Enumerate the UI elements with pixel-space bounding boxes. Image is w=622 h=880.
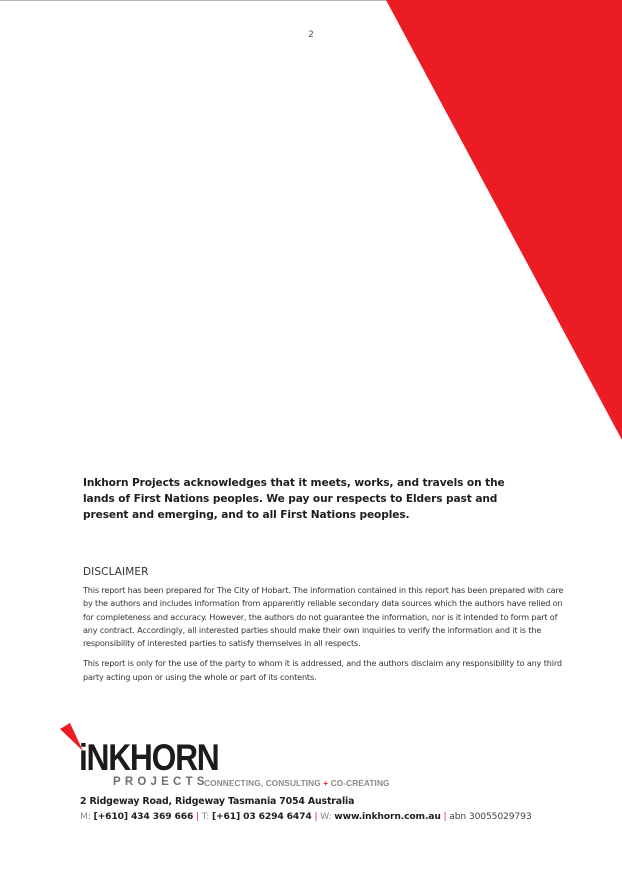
disclaimer-paragraph: This report is only for the use of the party to whom it is addressed, and the authors disclaim any responsibility to any third party acting upon or using the whole or part of its contents.: [83, 658, 562, 682]
tagline: [204, 778, 390, 788]
page-top-border: [0, 0, 622, 1]
disclaimer-body: [83, 584, 568, 691]
mobile-number: [+610] 434 369 666: [93, 811, 194, 822]
mobile-label: M:: [80, 811, 91, 822]
web-label: W:: [320, 811, 332, 822]
tagline-part1: CONNECTING, CONSULTING: [204, 778, 324, 788]
postal-address: 2 Ridgeway Road, Ridgeway Tasmania 7054 Australia: [80, 796, 355, 807]
separator: |: [314, 811, 318, 822]
separator: |: [443, 811, 447, 822]
page-number: 2: [308, 30, 314, 40]
website-link[interactable]: www.inkhorn.com.au: [334, 811, 441, 822]
tagline-plus: +: [323, 778, 329, 788]
separator: |: [196, 811, 199, 822]
logo-wordmark: iNKHORN: [79, 737, 219, 778]
inkhorn-logo: [58, 723, 218, 791]
acknowledgement-of-country: Inkhorn Projects acknowledges that it meets, works, and travels on the lands of First Nations peoples. We pay our respects to Elders past and present and emerging, and to all First Nations peoples.: [83, 477, 505, 521]
disclaimer-heading: DISCLAIMER: [83, 566, 149, 578]
logo-subtitle: PROJECTS: [113, 776, 209, 788]
abn-number: abn 30055029793: [449, 811, 532, 822]
disclaimer-paragraph: This report has been prepared for The City of Hobart. The information contained in this report has been prepared with care by the authors and includes information from apparently reliable secondary data sources which the authors have relied on for completeness and accuracy. However, the authors do not guarantee the information, nor is it intended to form part of any contract. Accordingly, all interested parties should make their own inquiries to verify the information and it is the responsibility of interested parties to satisfy themselves in all respects.: [83, 585, 564, 649]
tagline-part2: CO-CREATING: [328, 778, 390, 788]
contact-line: [80, 811, 532, 822]
phone-number: [+61] 03 6294 6474: [211, 811, 312, 822]
phone-label: T:: [201, 811, 210, 822]
